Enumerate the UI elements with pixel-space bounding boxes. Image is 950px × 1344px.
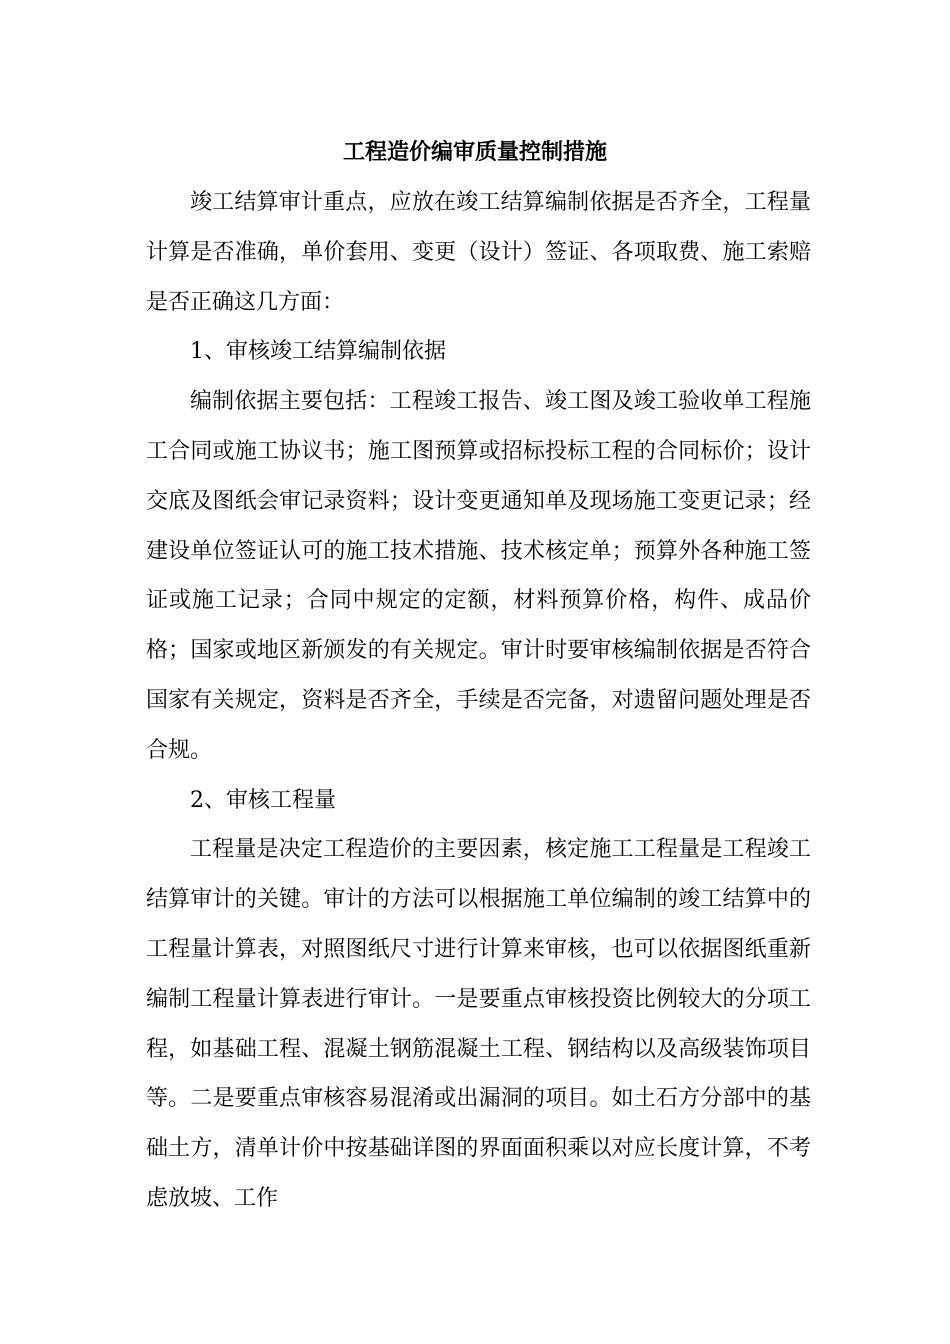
section-1-paragraph: 编制依据主要包括：工程竣工报告、竣工图及竣工验收单工程施工合同或施工协议书；施工图预算或招标投标工程的合同标价；设计交底及图纸会审记录资料；设计变更通知单及现场施工变更记录；经建设单位签证认可的施工技术措施、技术核定单；预算外各种施工签证或施工记录；合同中规定的定额，材料预算价格，构件、成品价格；国家或地区新颁发的有关规定。审计时要审核编制依据是否符合国家有关规定，资料是否齐全，手续是否完备，对遗留问题处理是否合规。	[146, 389, 811, 763]
section-heading-2: 2、审核工程量	[190, 787, 336, 813]
intro-paragraph: 竣工结算审计重点，应放在竣工结算编制依据是否齐全，工程量计算是否准确，单价套用、变更（设计）签证、各项取费、施工索赔是否正确这几方面：	[146, 190, 811, 315]
document-title: 工程造价编审质量控制措施	[342, 140, 607, 165]
section-heading-1: 1、审核竣工结算编制依据	[190, 339, 446, 365]
section-2-paragraph: 工程量是决定工程造价的主要因素，核定施工工程量是工程竣工结算审计的关键。审计的方法可以根据施工单位编制的竣工结算中的工程量计算表，对照图纸尺寸进行计算来审核，也可以依据图纸重新编制工程量计算表进行审计。一是要重点审核投资比例较大的分项工程，如基础工程、混凝土钢筋混凝土工程、钢结构以及高级装饰项目等。二是要重点审核容易混淆或出漏洞的项目。如土石方分部中的基础土方，清单计价中按基础详图的界面面积乘以对应长度计算，不考虑放坡、工作	[146, 837, 811, 1211]
document-body	[146, 178, 811, 1224]
